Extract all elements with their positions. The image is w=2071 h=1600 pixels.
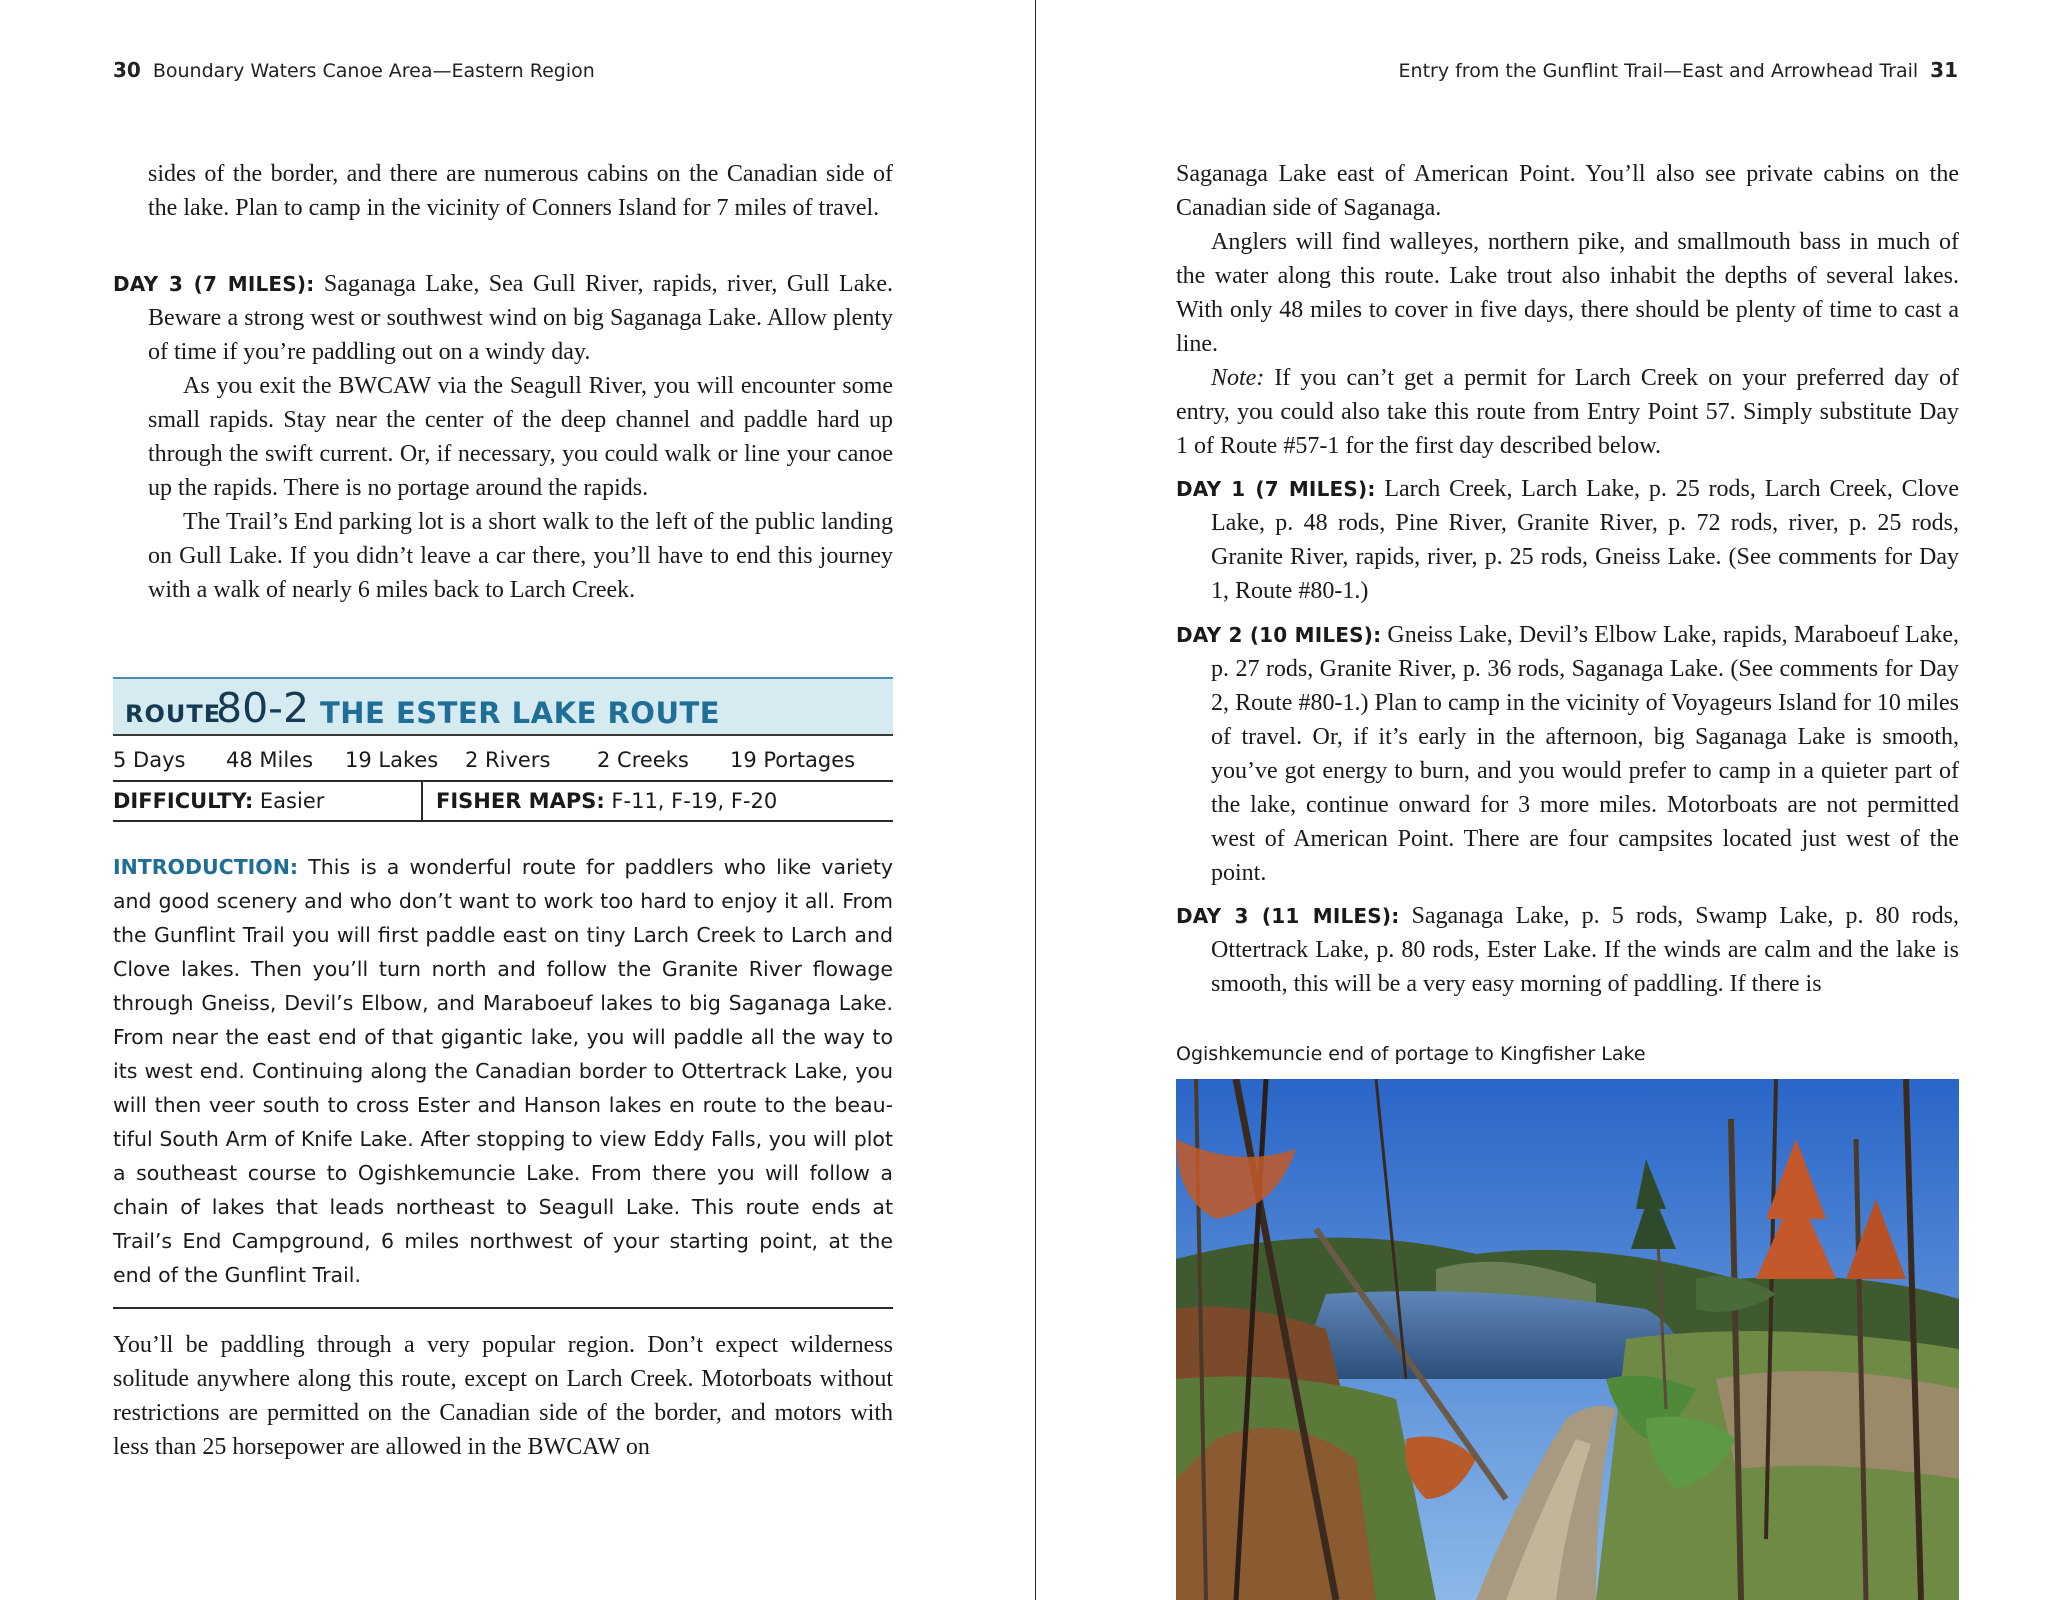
right-day3-block — [1176, 899, 1959, 1001]
note-label: Note: — [1211, 365, 1265, 391]
stat-days: 5 Days — [113, 748, 186, 772]
note-text: If you can’t get a permit for Larch Creek on your preferred day of entry, you could also take this route from Entry Point 57. Simply substitute Day 1 of Route #57-1 for the first day described below. — [1176, 365, 1959, 459]
note-paragraph — [1176, 361, 1959, 463]
left-day3-block — [113, 267, 893, 607]
lake-portage-photo — [1176, 1079, 1959, 1600]
difficulty-label: DIFFICULTY: — [113, 789, 254, 813]
stat-portages: 19 Portages — [730, 748, 856, 772]
difficulty-value: Easier — [253, 789, 325, 813]
right-text-block — [1176, 157, 1959, 463]
right-day2-heading: DAY 2 (10 MILES): — [1176, 623, 1382, 647]
left-closing-paragraph: You’ll be paddling through a very popular region. Don’t expect wilderness solitude anywhere along this route, except on Larch Creek. Motorboats without restrictions are permitted on the Canadian side of the border, and motors with less than 25 horsepower are allowed in the BWCAW on — [113, 1332, 893, 1460]
introduction-text: This is a wonderful route for paddlers who like variety and good scenery and who don’t want to work too hard to enjoy it all. From the Gunflint Trail you will first paddle east on tiny Larch Creek to Larch and Clove lakes. Then you’ll turn north and follow the Granite River flowage through Gneiss, Devil’s Elbow, and Maraboeuf lakes to big Saganaga Lake. From near the east end of that gigantic lake, you will paddle all the way to its west end. Continuing along the Canadian border to Ottertrack Lake, you will then veer south to cross Ester and Hanson lakes en route to the beautiful South Arm of Knife Lake. After stopping to view Eddy Falls, you will plot a southeast course to Ogishkemuncie Lake. From there you will follow a chain of lakes that leads northeast to Seagull Lake. This route ends at Trail’s End Campground, 6 miles northwest of your starting point, at the end of the Gunflint Trail. — [113, 855, 893, 1287]
right-day2-paragraph — [1176, 618, 1959, 890]
stat-creeks: 2 Creeks — [597, 748, 689, 772]
left-running-title: Boundary Waters Canoe Area—Eastern Region — [152, 60, 595, 82]
left-day3-paragraph — [113, 267, 893, 369]
left-day3-para2: As you exit the BWCAW via the Seagull River, you will encounter some small rapids. Stay near the center of the deep channel and paddle hard up through the swift current. Or, if necessary, you could walk or line your canoe up the rapids. There is no portage around the rapids. — [148, 373, 893, 501]
right-continuation-paragraph: Saganaga Lake east of American Point. You’ll also see private cabins on the Canadian side of Saganaga. — [1176, 161, 1959, 221]
right-day2-text: Gneiss Lake, Devil’s Elbow Lake, rapids, Maraboeuf Lake, p. 27 rods, Granite River, p. 36 rods, Saganaga Lake. (See comments for Day 2, Route #80-1.) Plan to camp in the vicinity of Voyageurs Island for 10 miles of travel. Or, if it’s early in the afternoon, big Saganaga Lake is smooth, you’ve got energy to burn, and you would prefer to camp in a quieter part of the lake, continue onward for 3 more miles. Motorboats are not permitted west of American Point. There are four campsites located just west of the point. — [1211, 622, 1959, 886]
left-day3-para3: The Trail’s End parking lot is a short walk to the left of the public landing on Gull Lake. If you didn’t leave a car there, you’ll have to end this journey with a walk of nearly 6 miles back to Larch Creek. — [148, 509, 893, 603]
stat-rivers: 2 Rivers — [465, 748, 551, 772]
route-title: THE ESTER LAKE ROUTE — [320, 696, 721, 730]
route-introduction — [113, 850, 893, 1292]
stat-lakes: 19 Lakes — [345, 748, 439, 772]
right-day1-block — [1176, 472, 1959, 608]
stat-miles: 48 Miles — [226, 748, 314, 772]
left-continuation-block — [113, 157, 893, 225]
route-label: ROUTE — [125, 700, 222, 728]
route-number: 80-2 — [216, 684, 310, 732]
difficulty — [113, 789, 324, 813]
right-day1-text: Larch Creek, Larch Lake, p. 25 rods, Larch Creek, Clove Lake, p. 48 rods, Pine River, Granite River, p. 72 rods, river, p. 25 rods, Granite River, rapids, river, p. 25 rods, Gneiss Lake. (See comments for Day 1, Route #80-1.) — [1211, 476, 1959, 604]
lake-portage-photo-illustration — [1176, 1079, 1959, 1600]
stats-divider-bottom — [113, 820, 893, 822]
right-running-title: Entry from the Gunflint Trail—East and Arrowhead Trail — [1398, 60, 1919, 82]
anglers-paragraph: Anglers will find walleyes, northern pike, and smallmouth bass in much of the water along this route. Lake trout also inhabit the depths of several lakes. With only 48 miles to cover in five days, there should be plenty of time to cast a line. — [1176, 229, 1959, 357]
right-page-number: 31 — [1930, 58, 1958, 82]
introduction-label: INTRODUCTION: — [113, 855, 299, 879]
left-day3-heading: DAY 3 (7 MILES): — [113, 272, 315, 296]
fisher-maps-label: FISHER MAPS: — [436, 789, 605, 813]
right-day3-text: Saganaga Lake, p. 5 rods, Swamp Lake, p. 80 rods, Ottertrack Lake, p. 80 rods, Ester Lake. If the winds are calm and the lake is smooth, this will be a very easy morning of paddling. If there is — [1211, 903, 1959, 997]
photo-caption: Ogishkemuncie end of portage to Kingfisher Lake — [1176, 1043, 1646, 1065]
left-running-head — [113, 58, 595, 82]
stats-divider-vertical — [421, 781, 423, 821]
stats-divider-top — [113, 780, 893, 782]
right-day3-heading: DAY 3 (11 MILES): — [1176, 904, 1400, 928]
left-day3-text: Saganaga Lake, Sea Gull River, rapids, river, Gull Lake. Beware a strong west or southwest wind on big Saganaga Lake. Allow plenty of time if you’re paddling out on a windy day. — [148, 271, 893, 365]
left-page-number: 30 — [113, 58, 141, 82]
page-gutter — [1035, 0, 1036, 1600]
introduction-rule — [113, 1307, 893, 1309]
right-running-head — [1399, 58, 1958, 82]
right-day1-paragraph — [1176, 472, 1959, 608]
fisher-maps-value: F-11, F-19, F-20 — [604, 789, 778, 813]
left-continuation-paragraph: sides of the border, and there are numerous cabins on the Canadian side of the lake. Plan to camp in the vicinity of Conners Island for 7 miles of travel. — [148, 161, 893, 221]
right-day3-paragraph — [1176, 899, 1959, 1001]
route-stats-row — [113, 744, 893, 780]
route-title-band — [113, 677, 893, 736]
right-day2-block — [1176, 618, 1959, 890]
fisher-maps — [436, 789, 777, 813]
left-closing-block — [113, 1328, 893, 1464]
right-day1-heading: DAY 1 (7 MILES): — [1176, 477, 1376, 501]
